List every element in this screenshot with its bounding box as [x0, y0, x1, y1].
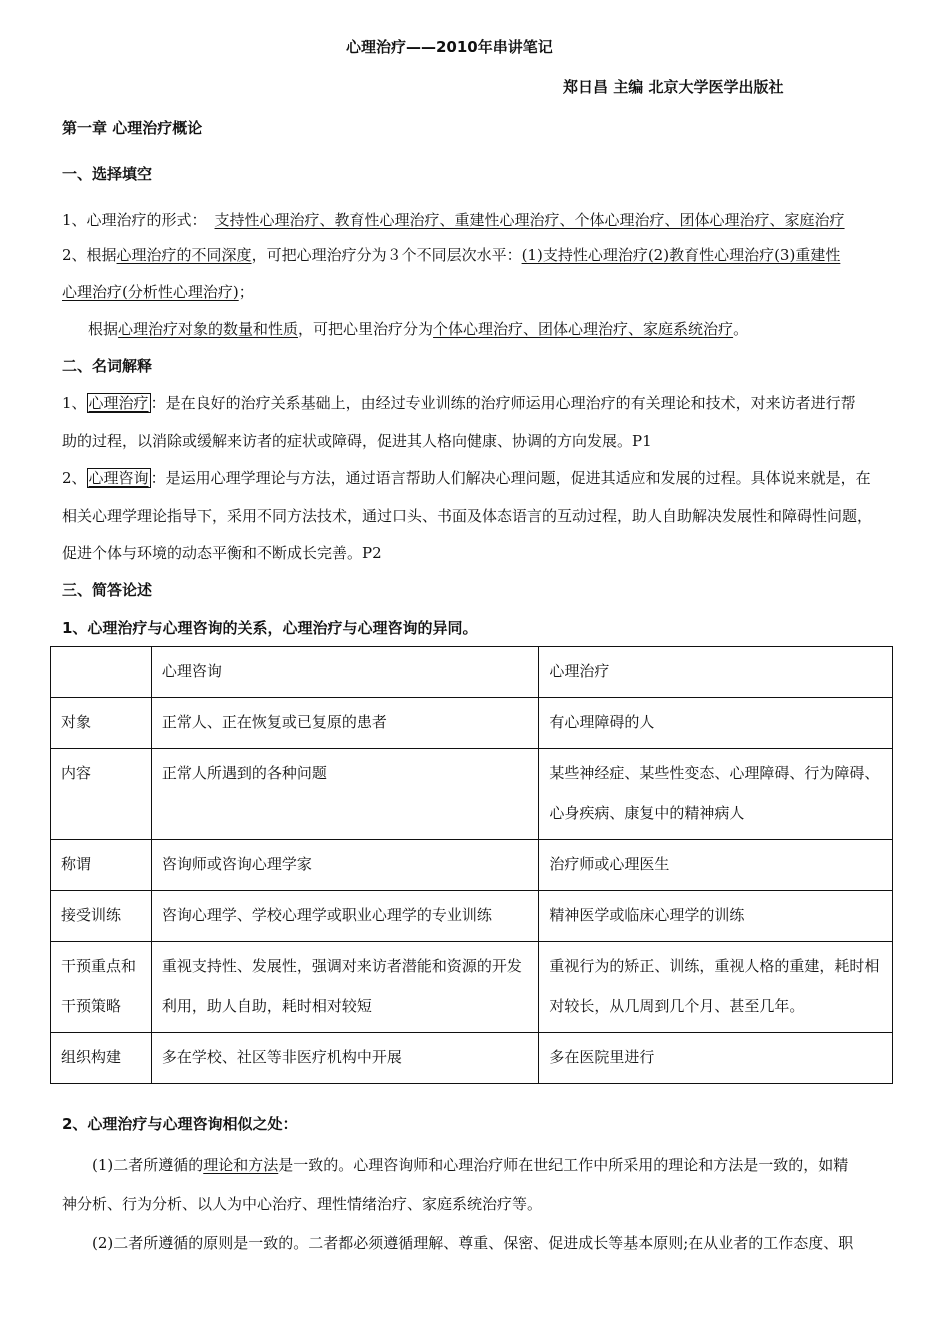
definition-2-line-2: 相关心理学理论指导下，采用不同方法技术，通过口头、书面及体态语言的互动过程，助人自助解决发展性和障碍性问题，	[62, 507, 873, 525]
table-row	[51, 698, 893, 749]
table-row	[51, 891, 893, 942]
section-heading-definitions: 二、名词解释	[62, 357, 153, 375]
term-boxed: 心理咨询	[88, 469, 149, 487]
question-1	[62, 209, 845, 230]
table-cell: 咨询心理学、学校心理学或职业心理学的专业训练	[151, 891, 539, 942]
similarity-1-line-1	[92, 1154, 848, 1175]
table-cell: 治疗师或心理医生	[539, 840, 893, 891]
question-2-line-2	[62, 281, 254, 302]
answer-text: 个体心理治疗、团体心理治疗、家庭系统治疗	[433, 320, 734, 338]
row-label: 称谓	[51, 840, 152, 891]
question-text: ，可把心里治疗分为	[298, 320, 434, 338]
row-label: 接受训练	[51, 891, 152, 942]
question-prefix: 2、根据	[62, 246, 117, 264]
definition-1-line-1	[62, 392, 856, 413]
table-cell: 多在学校、社区等非医疗机构中开展	[151, 1033, 539, 1084]
question-prefix: 根据	[88, 320, 119, 338]
item-number: 1、	[62, 394, 87, 412]
table-cell: 正常人、正在恢复或已复原的患者	[151, 698, 539, 749]
punctuation: 。	[733, 320, 749, 338]
table-row	[51, 749, 893, 840]
term-boxed: 心理治疗	[88, 394, 149, 412]
punctuation: ；	[238, 283, 254, 301]
question-3	[88, 318, 748, 339]
table-cell: 正常人所遇到的各种问题	[151, 749, 539, 840]
table-header-cell: 心理治疗	[539, 647, 893, 698]
definition-text: ：是运用心理学理论与方法，通过语言帮助人们解决心理问题，促进其适应和发展的过程。具体说来就是，在	[150, 469, 871, 487]
table-cell: 精神医学或临床心理学的训练	[539, 891, 893, 942]
definition-2-line-3: 促进个体与环境的动态平衡和不断成长完善。P2	[62, 544, 382, 562]
row-label: 对象	[51, 698, 152, 749]
definition-text: ：是在良好的治疗关系基础上，由经过专业训练的治疗师运用心理治疗的有关理论和技术，对来访者进行帮	[150, 394, 856, 412]
table-cell: 重视支持性、发展性，强调对来访者潜能和资源的开发利用，助人自助，耗时相对较短	[151, 942, 539, 1033]
short-answer-question-1: 1、心理治疗与心理咨询的关系，心理治疗与心理咨询的异同。	[62, 619, 478, 637]
answer-text: (1)支持性心理治疗(2)教育性心理治疗(3)重建性	[521, 246, 841, 264]
comparison-table	[50, 646, 893, 1084]
key-phrase: 心理治疗的不同深度	[116, 246, 252, 264]
short-answer-question-2: 2、心理治疗与心理咨询相似之处：	[62, 1115, 298, 1133]
similarity-2-line-1: (2)二者所遵循的原则是一致的。二者都必须遵循理解、尊重、保密、促进成长等基本原则;在从业者的工作态度、职	[92, 1234, 854, 1252]
row-label: 内容	[51, 749, 152, 840]
table-cell: 某些神经症、某些性变态、心理障碍、行为障碍、心身疾病、康复中的精神病人	[539, 749, 893, 840]
question-2-line-1	[62, 244, 840, 265]
definition-1-line-2: 助的过程，以消除或缓解来访者的症状或障碍，促进其人格向健康、协调的方向发展。P1	[62, 432, 652, 450]
question-prefix: 1、心理治疗的形式：	[62, 211, 207, 229]
table-row	[51, 1033, 893, 1084]
section-heading-fill-blank: 一、选择填空	[62, 165, 153, 183]
row-label: 组织构建	[51, 1033, 152, 1084]
chapter-title: 第一章 心理治疗概论	[62, 119, 203, 137]
document-title: 心理治疗——2010年串讲笔记	[346, 38, 553, 56]
key-phrase: 理论和方法	[203, 1156, 279, 1174]
table-row	[51, 840, 893, 891]
table-cell: 重视行为的矫正、训练，重视人格的重建，耗时相对较长，从几周到几个月、甚至几年。	[539, 942, 893, 1033]
definition-2-line-1	[62, 467, 871, 488]
table-cell: 多在医院里进行	[539, 1033, 893, 1084]
paragraph-text: (1)二者所遵循的	[92, 1156, 204, 1174]
document-authors: 郑日昌 主编 北京大学医学出版社	[563, 78, 784, 96]
key-phrase: 心理治疗对象的数量和性质	[118, 320, 299, 338]
section-heading-short-answer: 三、简答论述	[62, 581, 153, 599]
answer-text: 心理治疗(分析性心理治疗)	[62, 283, 239, 301]
row-label: 干预重点和干预策略	[51, 942, 152, 1033]
similarity-1-line-2: 神分析、行为分析、以人为中心治疗、理性情绪治疗、家庭系统治疗等。	[62, 1195, 543, 1213]
paragraph-text: 是一致的。心理咨询师和心理治疗师在世纪工作中所采用的理论和方法是一致的，如精	[278, 1156, 849, 1174]
table-cell: 咨询师或咨询心理学家	[151, 840, 539, 891]
question-text: ，可把心理治疗分为３个不同层次水平：	[251, 246, 522, 264]
table-header-row	[51, 647, 893, 698]
table-header-cell	[51, 647, 152, 698]
item-number: 2、	[62, 469, 87, 487]
table-row	[51, 942, 893, 1033]
table-cell: 有心理障碍的人	[539, 698, 893, 749]
table-header-cell: 心理咨询	[151, 647, 539, 698]
answer-text: 支持性心理治疗、教育性心理治疗、重建性心理治疗、个体心理治疗、团体心理治疗、家庭治疗	[214, 211, 845, 229]
